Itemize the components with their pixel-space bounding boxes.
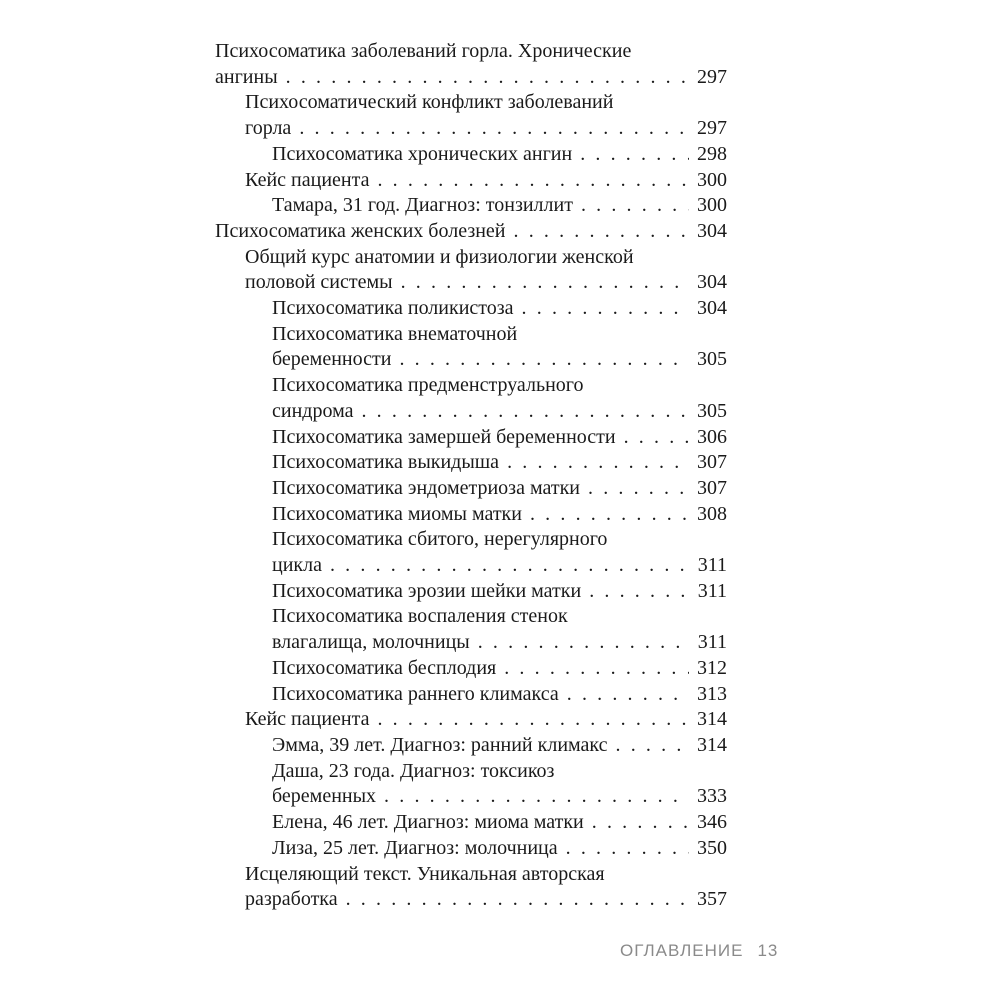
toc-page-number: 300	[697, 168, 727, 191]
toc-entry-line	[245, 707, 727, 733]
toc-entry-title: Эмма, 39 лет. Диагноз: ранний климакс	[272, 733, 608, 756]
toc-entry-title: Кейс пациента	[245, 168, 370, 191]
toc-page-number: 298	[697, 142, 727, 165]
toc-entry-line	[272, 193, 727, 219]
toc-entry-title-line: Исцеляющий текст. Уникальная авторская	[245, 862, 605, 885]
toc-entry	[215, 450, 727, 476]
toc-entry	[215, 604, 727, 655]
toc-entry-line	[272, 399, 727, 425]
dot-leader	[377, 168, 689, 194]
toc-entry-line	[272, 476, 727, 502]
dot-leader	[616, 733, 689, 759]
toc-entry-title-line: Психосоматика сбитого, нерегулярного	[272, 528, 608, 551]
toc-entry-title: Психосоматика замершей беременности	[272, 425, 616, 448]
dot-leader	[581, 193, 689, 219]
toc-entry	[215, 733, 727, 759]
dot-leader	[566, 836, 689, 862]
toc-entry-line	[272, 682, 727, 708]
toc-entry-title: Психосоматика раннего климакса	[272, 682, 559, 705]
dot-leader	[522, 296, 689, 322]
toc-entry	[215, 862, 727, 913]
dot-leader	[504, 656, 689, 682]
toc-entry-title-line: Даша, 23 года. Диагноз: токсикоз	[272, 759, 555, 782]
dot-leader	[377, 707, 689, 733]
toc-entry	[215, 476, 727, 502]
toc-entry-title: разработка	[245, 888, 338, 911]
toc-entry	[215, 373, 727, 424]
toc-entry-line	[215, 65, 727, 91]
toc-entry-title: беременности	[272, 348, 392, 371]
toc-entry-title: цикла	[272, 554, 322, 577]
toc-entry-line	[272, 733, 727, 759]
toc-page-number: 304	[697, 297, 727, 320]
toc-entry-line	[272, 450, 727, 476]
toc-entry-title: Кейс пациента	[245, 708, 370, 731]
toc-entry-line	[245, 168, 727, 194]
toc-entry-title-line: Психосоматика воспаления стенок	[272, 605, 568, 628]
toc-page-number: 305	[697, 399, 727, 422]
toc-entry-title: синдрома	[272, 399, 354, 422]
toc-entry	[215, 527, 727, 578]
toc-entry-line	[245, 887, 727, 913]
dot-leader	[507, 450, 689, 476]
toc-entry-line	[272, 784, 727, 810]
toc-entry-title: беременных	[272, 785, 377, 808]
toc-entry	[215, 296, 727, 322]
toc-entry-title-line: Общий курс анатомии и физиологии женской	[245, 245, 634, 268]
dot-leader	[384, 784, 689, 810]
toc-entry-line	[272, 142, 727, 168]
dot-leader	[624, 425, 689, 451]
dot-leader	[588, 476, 689, 502]
dot-leader	[580, 142, 689, 168]
toc-entry	[215, 759, 727, 810]
dot-leader	[346, 887, 689, 913]
toc-entry-title: Психосоматика миомы матки	[272, 502, 522, 525]
toc-entry-line	[272, 836, 727, 862]
toc-entry	[215, 656, 727, 682]
toc-entry-line	[272, 810, 727, 836]
toc-entry-line	[272, 553, 727, 579]
toc-entry-title-line: Психосоматический конфликт заболеваний	[245, 91, 614, 114]
toc-entry	[215, 810, 727, 836]
toc-entry-line	[272, 347, 727, 373]
toc-entry-title: Психосоматика поликистоза	[272, 297, 514, 320]
toc-entry-line	[272, 656, 727, 682]
toc-entry-title: горла	[245, 117, 292, 140]
toc-entry-line	[272, 579, 727, 605]
toc-entry	[215, 142, 727, 168]
toc-page-number: 311	[697, 579, 727, 602]
dot-leader	[567, 682, 689, 708]
toc-entry	[215, 168, 727, 194]
dot-leader	[530, 502, 689, 528]
toc-page-number: 297	[697, 117, 727, 140]
toc-entry	[215, 39, 727, 90]
toc-entry-line	[215, 219, 727, 245]
toc-entry	[215, 682, 727, 708]
toc-entry-title-line: Психосоматика предменструального	[272, 374, 584, 397]
toc-entry-title-line: Психосоматика заболеваний горла. Хронические	[215, 40, 632, 62]
toc-entry-title: Психосоматика бесплодия	[272, 656, 497, 679]
toc-page-number: 304	[697, 219, 727, 242]
dot-leader	[399, 347, 689, 373]
toc-entry-line	[245, 116, 727, 142]
toc-page-number: 306	[697, 425, 727, 448]
page-number: 13	[757, 941, 779, 960]
toc-entry-title-line: Психосоматика внематочной	[272, 322, 518, 345]
toc-page-number: 307	[697, 476, 727, 499]
toc-page-number: 346	[697, 811, 727, 834]
page-footer	[620, 941, 778, 961]
toc-entry	[215, 219, 727, 245]
toc-page-number: 350	[697, 836, 727, 859]
toc-entry-line	[245, 270, 727, 296]
toc-entry	[215, 579, 727, 605]
toc-page-number: 312	[697, 656, 727, 679]
running-header-section: ОГЛАВЛЕНИЕ	[620, 941, 744, 960]
dot-leader	[478, 630, 690, 656]
toc-page-number: 313	[697, 682, 727, 705]
toc-page-number: 311	[697, 554, 727, 577]
dot-leader	[361, 399, 689, 425]
toc-page-number: 333	[697, 785, 727, 808]
table-of-contents	[215, 39, 727, 913]
toc-entry-line	[272, 630, 727, 656]
toc-page-number: 314	[697, 708, 727, 731]
toc-page-number: 300	[697, 194, 727, 217]
toc-entry	[215, 836, 727, 862]
toc-entry-title: Психосоматика хронических ангин	[272, 142, 573, 165]
toc-entry	[215, 193, 727, 219]
dot-leader	[401, 270, 689, 296]
toc-page-number: 304	[697, 271, 727, 294]
toc-entry	[215, 425, 727, 451]
toc-entry-title: Тамара, 31 год. Диагноз: тонзиллит	[272, 194, 573, 217]
toc-page-number: 308	[697, 502, 727, 525]
toc-entry-title: Психосоматика женских болезней	[215, 219, 506, 242]
toc-page-number: 297	[697, 65, 727, 88]
toc-entry	[215, 502, 727, 528]
dot-leader	[286, 65, 689, 91]
dot-leader	[589, 579, 690, 605]
dot-leader	[592, 810, 689, 836]
toc-page-number: 311	[697, 631, 727, 654]
toc-entry-title: ангины	[215, 65, 278, 88]
toc-entry	[215, 322, 727, 373]
toc-entry-title: Лиза, 25 лет. Диагноз: молочница	[272, 836, 558, 859]
toc-entry	[215, 245, 727, 296]
toc-page-number: 307	[697, 451, 727, 474]
dot-leader	[514, 219, 690, 245]
toc-entry-line	[272, 296, 727, 322]
toc-entry	[215, 707, 727, 733]
toc-page-number: 305	[697, 348, 727, 371]
toc-page-number: 357	[697, 888, 727, 911]
toc-entry-title: Психосоматика выкидыша	[272, 451, 500, 474]
toc-entry	[215, 90, 727, 141]
dot-leader	[330, 553, 690, 579]
toc-entry-line	[272, 425, 727, 451]
dot-leader	[299, 116, 689, 142]
toc-entry-line	[272, 502, 727, 528]
toc-entry-title: влагалища, молочницы	[272, 631, 470, 654]
toc-entry-title: Психосоматика эрозии шейки матки	[272, 579, 582, 602]
toc-entry-title: Психосоматика эндометриоза матки	[272, 476, 580, 499]
toc-entry-title: половой системы	[245, 271, 393, 294]
toc-page-number: 314	[697, 733, 727, 756]
toc-entry-title: Елена, 46 лет. Диагноз: миома матки	[272, 811, 584, 834]
